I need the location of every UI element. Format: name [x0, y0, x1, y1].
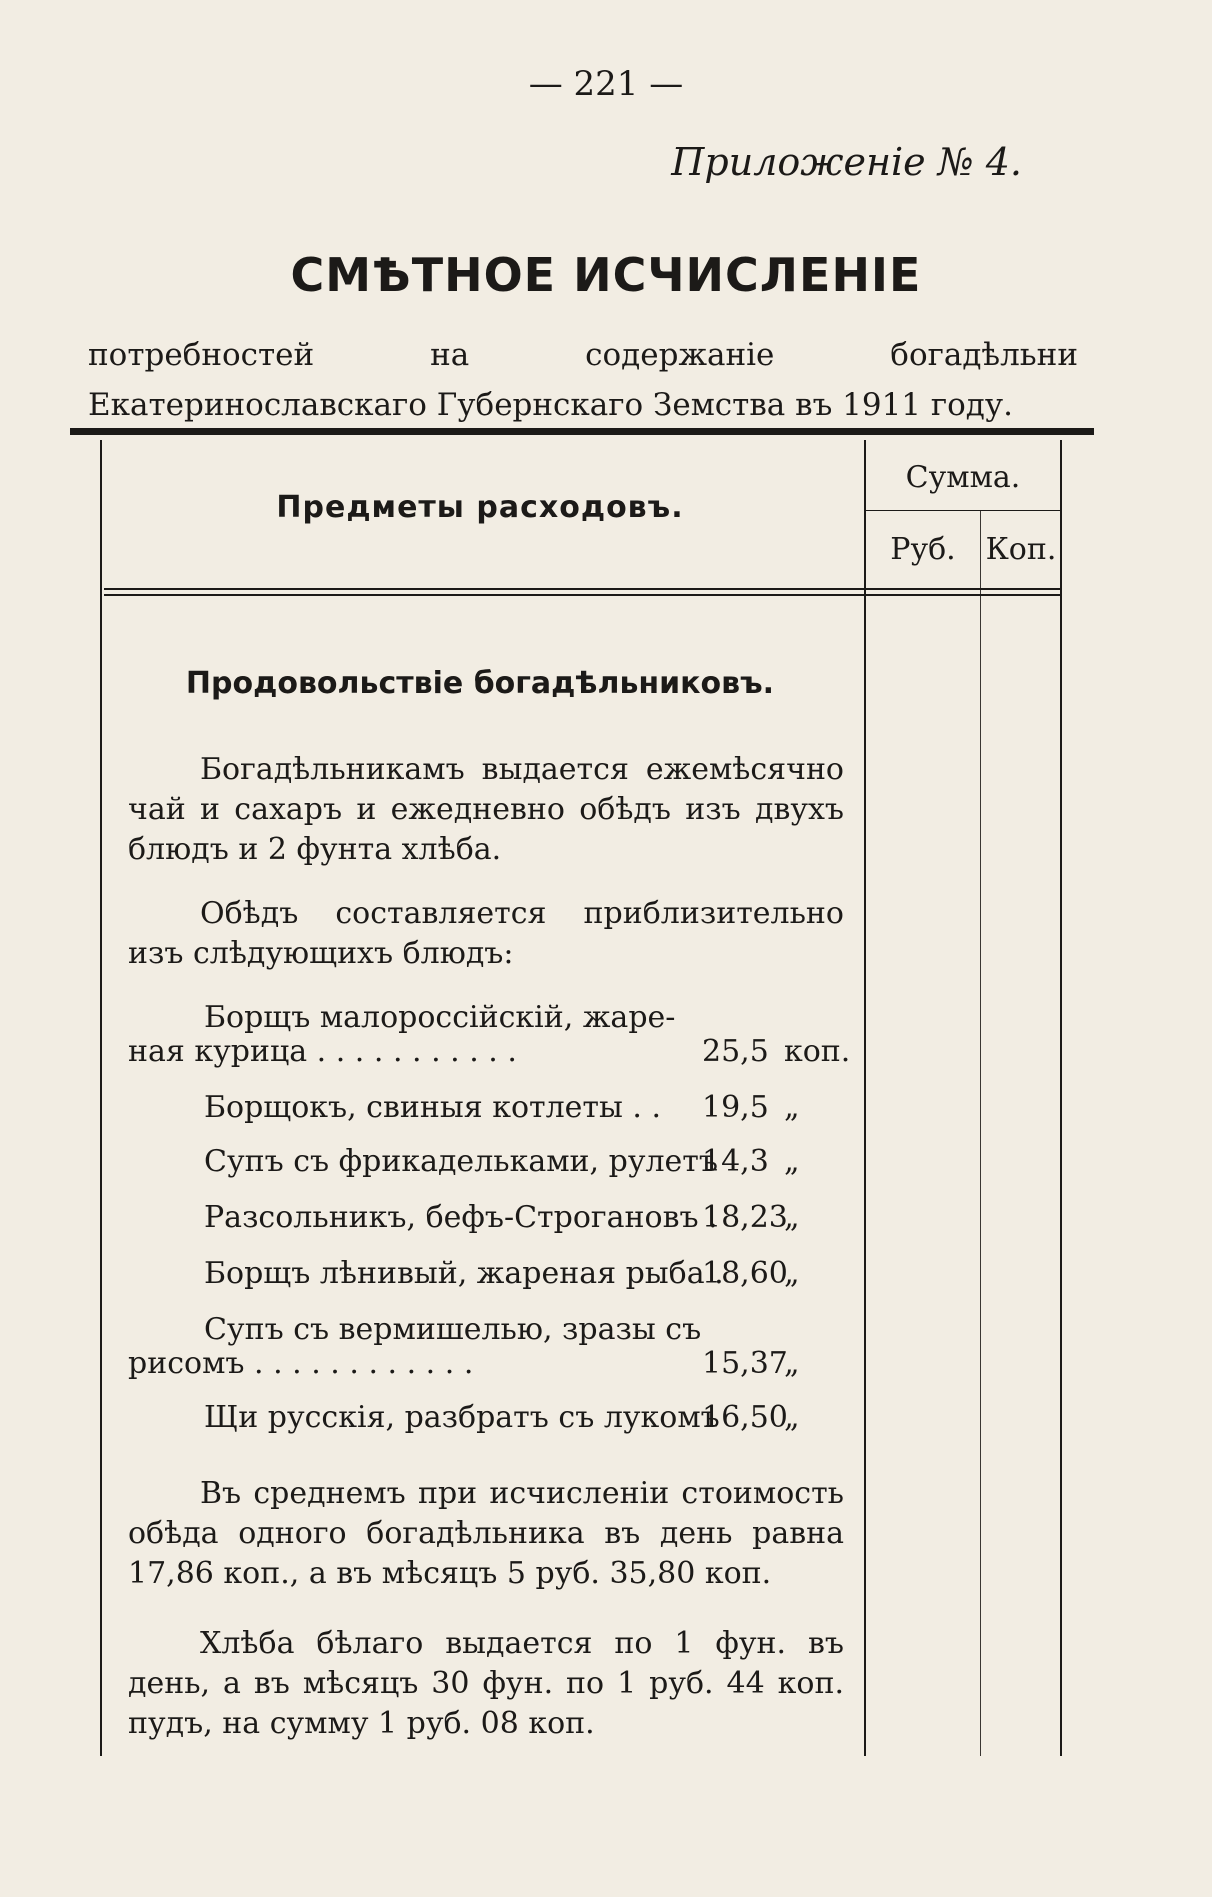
appendix-label: Приложенiе № 4. — [671, 140, 1022, 184]
paragraph-average-cost: Въ среднемъ при исчисленiи стоимость обѣда одного богадѣльника въ день равна 17,86 коп., а въ мѣсяцъ 5 руб. 35,80 коп. — [128, 1476, 844, 1591]
dish-row: Борщокъ, свиныя котлеты . . 19,5 „ — [204, 1090, 800, 1125]
dish-row: Супъ съ вермишелью, зразы съ — [204, 1312, 702, 1347]
section-title: Продовольствiе богадѣльниковъ. — [185, 666, 775, 701]
table-right-border — [1060, 440, 1062, 1756]
dish-row: Щи русскiя, разбратъ съ лукомъ 16,50 „ — [204, 1400, 800, 1435]
table-rub-kop-divider — [980, 510, 981, 1756]
dish-row: Разсольникъ, бефъ-Строгановъ . 18,23 „ — [204, 1200, 800, 1235]
paragraph-provisions: Богадѣльникамъ выдается ежемѣсячно чай и сахаръ и ежедневно обѣдъ изъ двухъ блюдъ и 2 фунта хлѣба. — [128, 752, 844, 867]
document-title: СМѢТНОЕ ИСЧИСЛЕНIЕ — [290, 248, 922, 302]
dish-row: ная курица . . . . . . . . . . . 25,5 коп. — [128, 1034, 851, 1069]
document-subtitle: потребностей на содержанiе богадѣльни Екатеринославскаго Губернскаго Земства въ 1911 году. — [88, 337, 1078, 423]
header-rub: Руб. — [890, 532, 956, 567]
header-bottom-rule-2 — [104, 594, 1060, 596]
dish-row: рисомъ . . . . . . . . . . . . 15,37 „ — [128, 1346, 800, 1381]
header-sum: Сумма. — [905, 460, 1021, 495]
dish-row: Борщъ лѣнивый, жареная рыба . 18,60 „ — [204, 1256, 800, 1291]
paragraph-dinner: Обѣдъ составляется приблизительно изъ слѣдующихъ блюдъ: — [128, 896, 844, 971]
header-items: Предметы расходовъ. — [276, 490, 684, 525]
sum-header-divider — [866, 510, 1060, 511]
header-bottom-rule-1 — [104, 588, 1060, 590]
header-kop: Коп. — [985, 532, 1057, 567]
page-number: — 221 — — [528, 64, 684, 104]
top-thick-rule — [70, 428, 1094, 435]
table-items-column-border — [864, 440, 866, 1756]
dish-row: Супъ съ фрикадельками, рулетъ 14,3 „ — [204, 1144, 800, 1179]
dish-row: Борщъ малороссiйскiй, жаре- — [204, 1000, 676, 1035]
paragraph-bread: Хлѣба бѣлаго выдается по 1 фун. въ день, а въ мѣсяцъ 30 фун. по 1 руб. 44 коп. пудъ, на сумму 1 руб. 08 коп. — [128, 1626, 844, 1741]
table-left-border — [100, 440, 102, 1756]
